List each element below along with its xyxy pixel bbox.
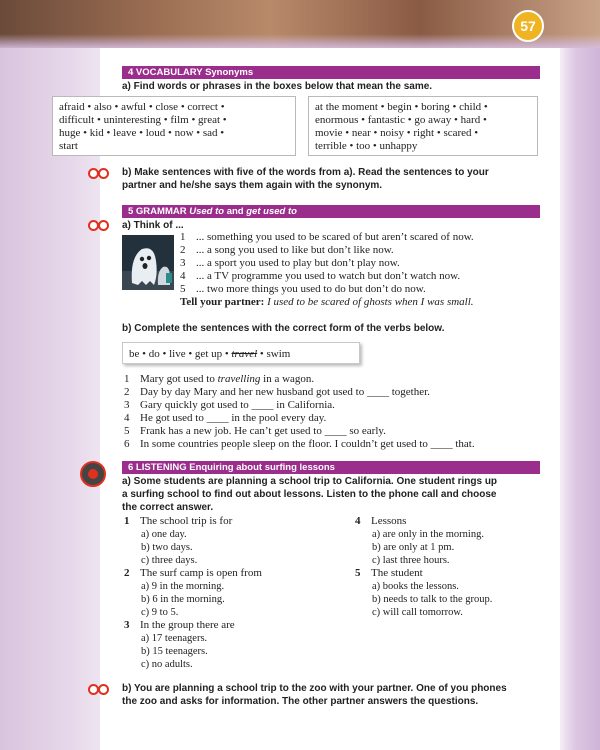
item-text: ... a TV programme you used to watch but don’t watch now. — [196, 270, 461, 282]
item-number: 5 — [124, 425, 130, 437]
item-text: ... a sport you used to play but don’t play now. — [196, 257, 400, 269]
word-box-line: at the moment • begin • boring • child • — [315, 101, 488, 113]
think-item — [180, 257, 400, 270]
question-number: 3 — [124, 619, 130, 631]
sentence-item — [124, 386, 430, 399]
sentence-text: Day by day Mary and her new husband got used to ____ together. — [140, 386, 430, 398]
sentence-item — [124, 438, 475, 451]
answer-option[interactable]: c) will call tomorrow. — [372, 607, 463, 618]
word-box-line: difficult • uninteresting • film • great • — [59, 114, 227, 126]
answer-option[interactable]: a) one day. — [141, 529, 187, 540]
item-text: ... two more things you used to do but don’t do now. — [196, 283, 426, 295]
instruction-line: b) You are planning a school trip to the zoo with your partner. One of you phones — [122, 683, 507, 694]
question-number: 2 — [124, 567, 130, 579]
instruction-line: b) Make sentences with five of the words from a). Read the sentences to your — [122, 167, 489, 178]
instruction-line: the correct answer. — [122, 502, 214, 513]
listening-instruction-a — [122, 475, 497, 514]
think-item — [180, 283, 426, 296]
question-item — [124, 567, 262, 580]
question-text: The school trip is for — [140, 515, 233, 527]
item-number: 4 — [180, 270, 186, 282]
question-text: The surf camp is open from — [140, 567, 262, 579]
instruction-line: a surfing school to find out about lessons. Listen to the phone call and choose — [122, 489, 497, 500]
item-number: 2 — [180, 244, 186, 256]
word-box-line: terrible • too • unhappy — [315, 140, 418, 152]
answer-option[interactable]: b) are only at 1 pm. — [372, 542, 455, 553]
item-number: 2 — [124, 386, 130, 398]
vocabulary-section-header: 4 VOCABULARY Synonyms — [122, 66, 540, 79]
sentence-text: Mary got used to — [140, 373, 218, 385]
question-text: In the group there are — [140, 619, 235, 631]
sentence-item — [124, 373, 314, 386]
grammar-section-header — [122, 205, 540, 218]
sentence-text: Frank has a new job. He can’t get used to ____ so early. — [140, 425, 386, 437]
vocabulary-instruction-b — [122, 166, 489, 192]
answer-option[interactable]: a) 9 in the morning. — [141, 581, 225, 592]
answer-option[interactable]: b) two days. — [141, 542, 193, 553]
answer-option[interactable]: a) 17 teenagers. — [141, 633, 208, 644]
answer-option[interactable]: c) last three hours. — [372, 555, 450, 566]
listening-instruction-b — [122, 682, 507, 708]
question-item — [124, 619, 235, 632]
sentence-text: He got used to ____ in the pool every day. — [140, 412, 327, 424]
item-number: 6 — [124, 438, 130, 450]
headphones-icon — [80, 461, 106, 487]
sentence-text-end: in a wagon. — [260, 373, 315, 385]
answer-option[interactable]: b) 6 in the morning. — [141, 594, 225, 605]
item-number: 1 — [180, 231, 186, 243]
verb-box — [122, 342, 360, 364]
sentence-example-word: travelling — [217, 373, 261, 385]
item-text: ... a song you used to like but don’t like now. — [196, 244, 394, 256]
word-box-line: movie • near • noisy • right • scared • — [315, 127, 479, 139]
question-item — [124, 515, 232, 528]
page-number-badge: 57 — [512, 10, 544, 42]
sentence-text: Gary quickly got used to ____ in California. — [140, 399, 335, 411]
struck-verb: travel — [231, 348, 258, 360]
grammar-header-mid: and — [224, 206, 247, 217]
pair-work-icon — [88, 220, 112, 232]
word-box-line: afraid • also • awful • close • correct • — [59, 101, 225, 113]
listening-section-header: 6 LISTENING Enquiring about surfing lessons — [122, 461, 540, 474]
question-item — [355, 515, 406, 528]
word-box-line: enormous • fantastic • go away • hard • — [315, 114, 487, 126]
instruction-line: the zoo and asks for information. The other partner answers the questions. — [122, 696, 479, 707]
right-margin — [560, 48, 600, 750]
think-item — [180, 244, 394, 257]
tell-example: I used to be scared of ghosts when I was small. — [264, 296, 474, 308]
instruction-line: a) Some students are planning a school trip to California. One student rings up — [122, 476, 498, 487]
grammar-header-prefix: 5 GRAMMAR — [128, 206, 190, 217]
question-item — [355, 567, 423, 580]
pair-work-icon — [88, 684, 112, 696]
sentence-item — [124, 425, 386, 438]
grammar-header-italic2: get used to — [246, 206, 297, 217]
item-number: 3 — [180, 257, 186, 269]
think-item — [180, 270, 460, 283]
tell-label: Tell your partner: — [180, 296, 265, 308]
grammar-header-italic: Used to — [189, 206, 225, 217]
instruction-line: partner and he/she says them again with the synonym. — [122, 180, 383, 191]
grammar-instruction-a: a) Think of ... — [122, 220, 184, 231]
word-box-line: start — [59, 140, 78, 152]
question-text: The student — [371, 567, 423, 579]
verbs-before: be • do • live • get up • — [129, 348, 232, 360]
answer-option[interactable]: c) 9 to 5. — [141, 607, 179, 618]
answer-option[interactable]: c) no adults. — [141, 659, 193, 670]
answer-option[interactable]: b) needs to talk to the group. — [372, 594, 493, 605]
item-number: 5 — [180, 283, 186, 295]
word-box-line: huge • kid • leave • loud • now • sad • — [59, 127, 225, 139]
question-number: 4 — [355, 515, 361, 527]
question-text: Lessons — [371, 515, 407, 527]
question-number: 1 — [124, 515, 130, 527]
item-number: 3 — [124, 399, 130, 411]
sentence-item — [124, 412, 326, 425]
answer-option[interactable]: a) books the lessons. — [372, 581, 459, 592]
ghost-picture — [122, 235, 174, 290]
item-text: ... something you used to be scared of but aren’t scared of now. — [196, 231, 474, 243]
verbs-after: • swim — [257, 348, 291, 360]
item-number: 4 — [124, 412, 130, 424]
vocabulary-instruction-a: a) Find words or phrases in the boxes below that mean the same. — [122, 81, 433, 92]
word-box-right — [308, 96, 538, 156]
sentence-text: In some countries people sleep on the floor. I couldn’t get used to ____ that. — [140, 438, 475, 450]
grammar-instruction-b: b) Complete the sentences with the correct form of the verbs below. — [122, 323, 445, 334]
header-photo-banner — [0, 0, 600, 48]
tell-partner-line — [180, 296, 474, 309]
sentence-item — [124, 399, 335, 412]
answer-option[interactable]: b) 15 teenagers. — [141, 646, 208, 657]
question-number: 5 — [355, 567, 361, 579]
answer-option[interactable]: a) are only in the morning. — [372, 529, 484, 540]
answer-option[interactable]: c) three days. — [141, 555, 198, 566]
item-number: 1 — [124, 373, 130, 385]
think-item — [180, 231, 474, 244]
word-box-left — [52, 96, 296, 156]
pair-work-icon — [88, 168, 112, 180]
